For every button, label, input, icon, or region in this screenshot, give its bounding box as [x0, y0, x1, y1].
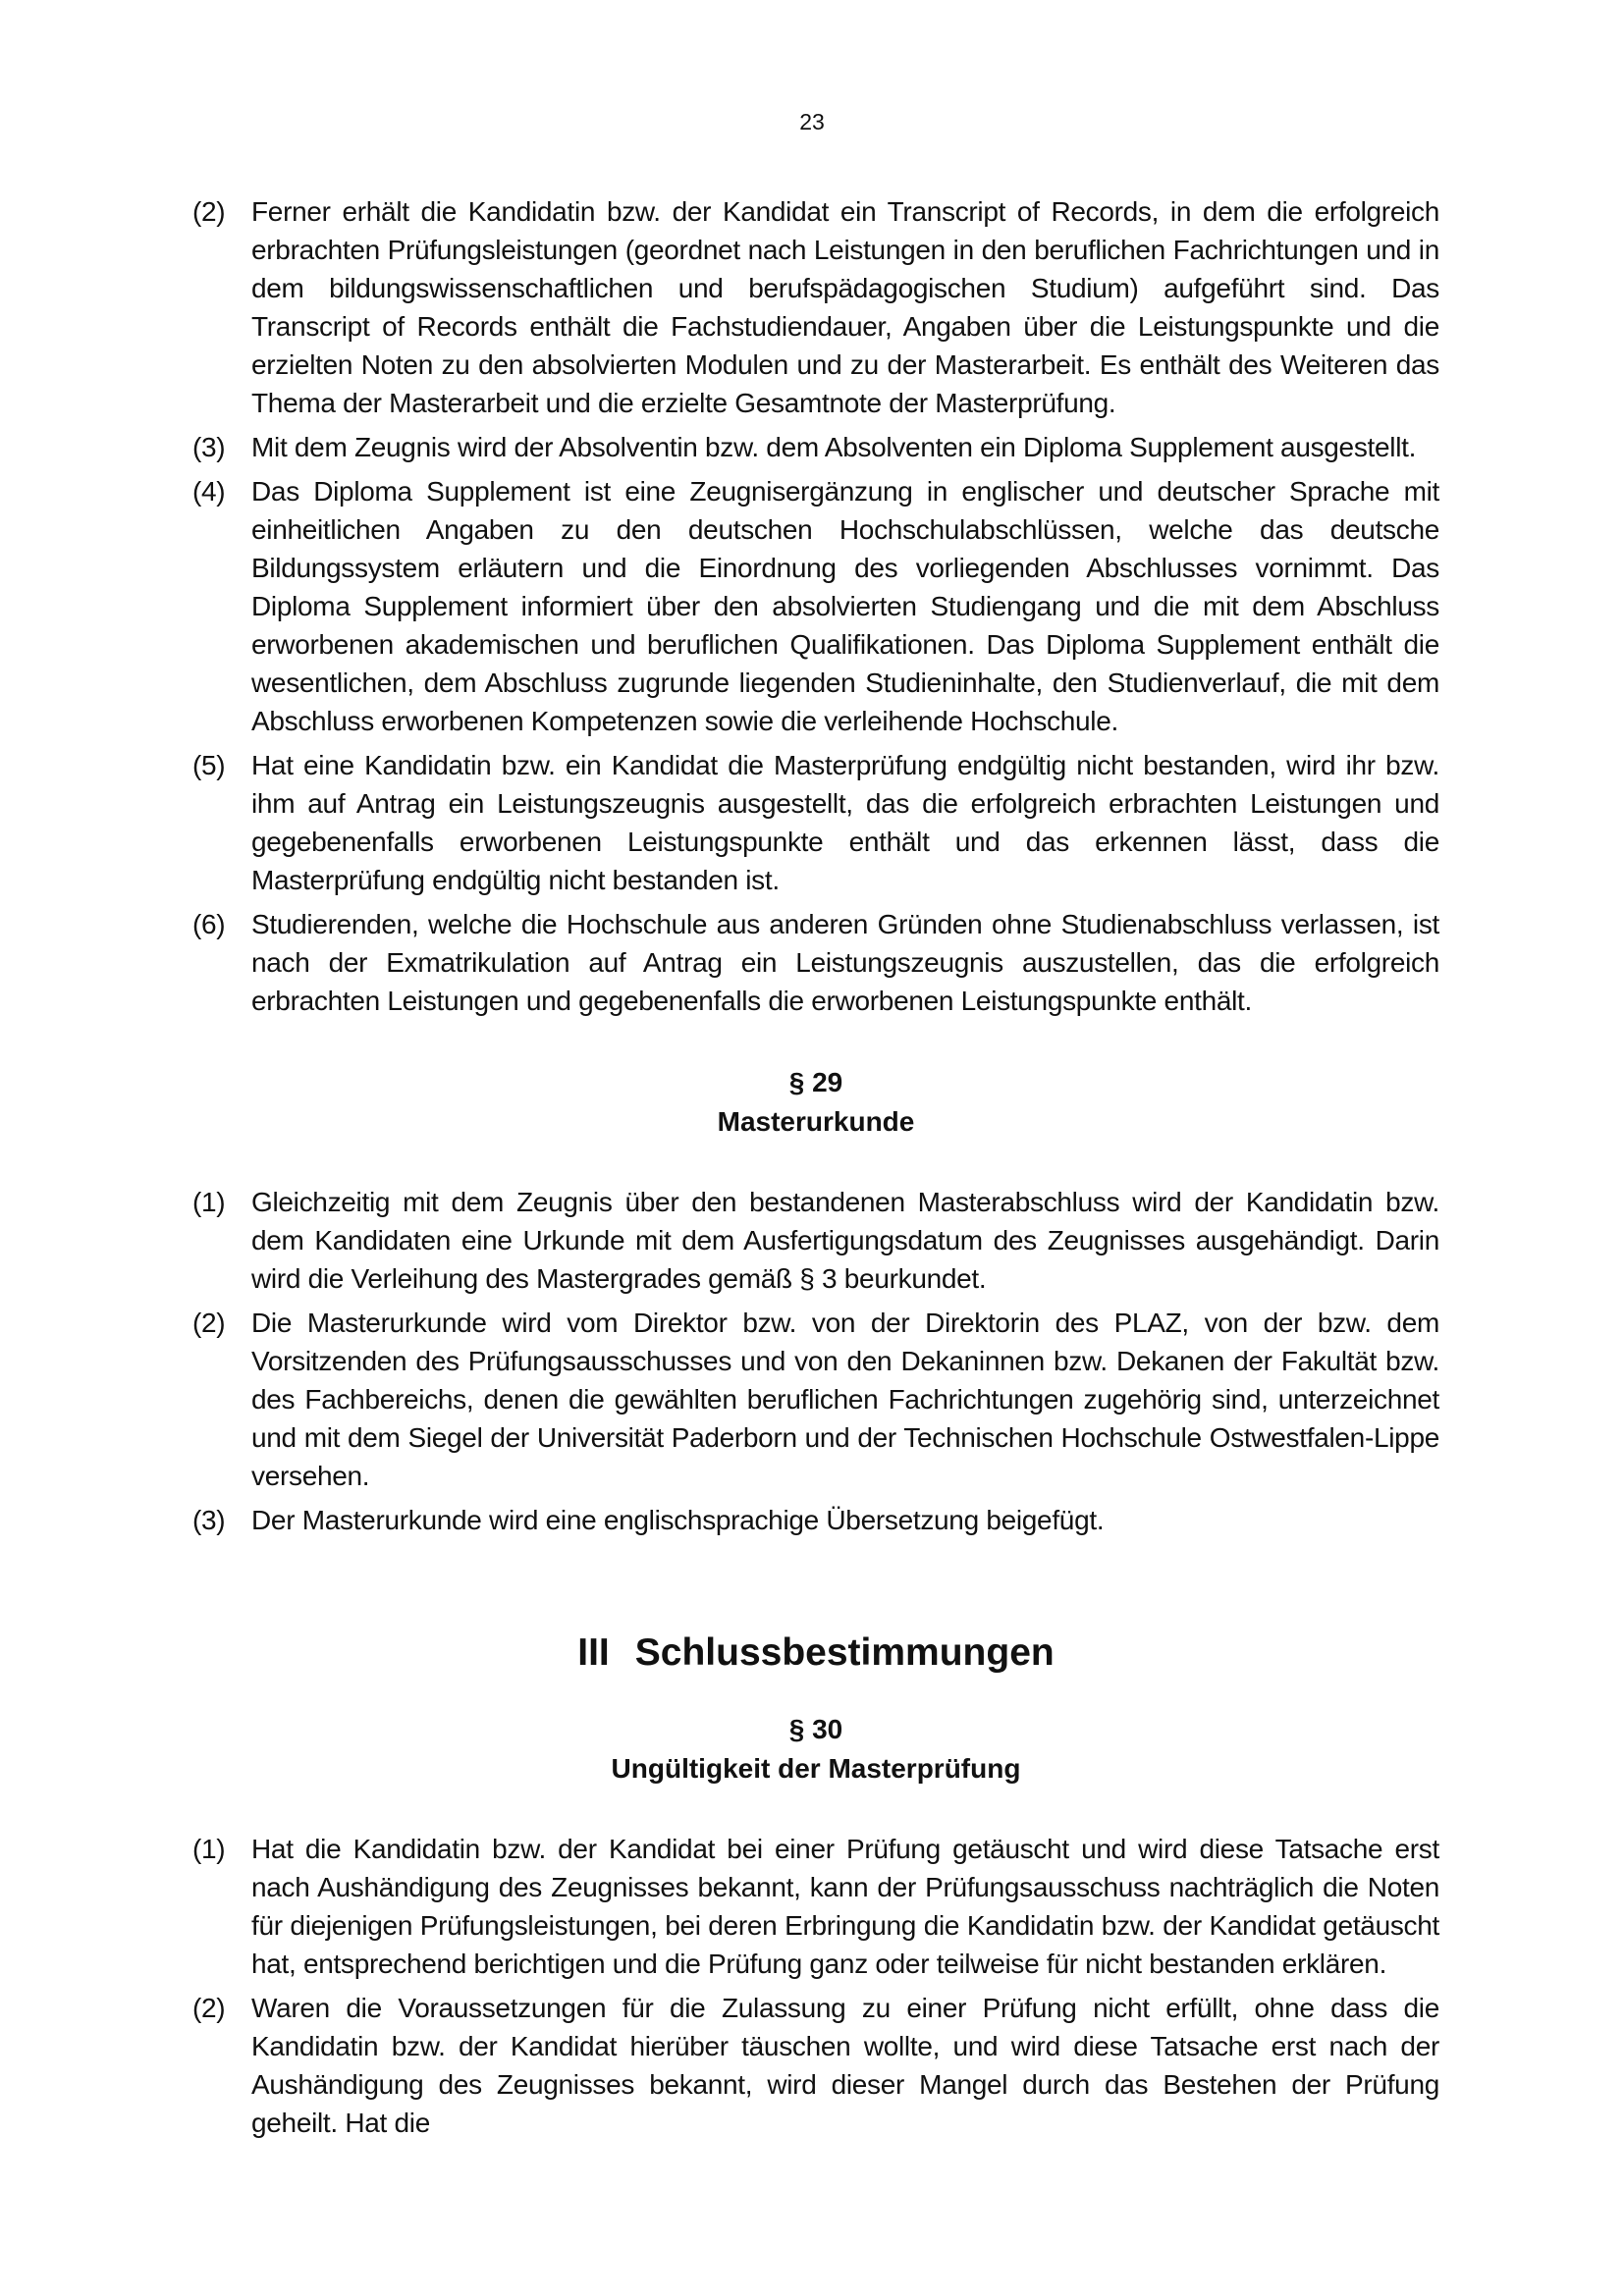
section-number: § 30 [788, 1714, 843, 1744]
paragraph-item [192, 428, 1439, 466]
paragraph-number: (5) [192, 750, 226, 780]
paragraph-item [192, 1989, 1439, 2142]
paragraph-number: (4) [192, 476, 226, 507]
page-number: 23 [799, 109, 825, 134]
paragraph-item [192, 472, 1439, 740]
paragraph-text: Das Diploma Supplement ist eine Zeugnisergänzung in englischer und deutscher Sprache mit einheitlichen Angaben zu den deutschen Hochschulabschlüssen, welche das deutsche Bildungssystem erläutern und die Einordnung des vorliegenden Abschlusses vornimmt. Das Diploma Supplement informiert über den absolvierten Studiengang und die mit dem Abschluss erworbenen akademischen und beruflichen Qualifikationen. Das Diploma Supplement enthält die wesentlichen, dem Abschluss zugrunde liegenden Studieninhalte, den Studienverlauf, die mit dem Abschluss erworbenen Kompetenzen sowie die verleihende Hochschule. [251, 476, 1439, 736]
paragraph-number: (1) [192, 1187, 226, 1217]
section-heading [192, 1063, 1439, 1142]
paragraph-number: (3) [192, 1505, 226, 1535]
paragraph-item [192, 1304, 1439, 1495]
paragraph-text: Waren die Voraussetzungen für die Zulassung zu einer Prüfung nicht erfüllt, ohne dass die Kandidatin bzw. der Kandidat hierüber täuschen wollte, und wird diese Tatsache erst nach der Aushändigung des Zeugnisses bekannt, wird dieser Mangel durch das Bestehen der Prüfung geheilt. Hat die [251, 1993, 1439, 2138]
page-content [192, 192, 1439, 2148]
paragraph-text: Mit dem Zeugnis wird der Absolventin bzw. dem Absolventen ein Diploma Supplement ausgestellt. [251, 432, 1417, 462]
paragraph-item [192, 192, 1439, 422]
paragraph-number: (1) [192, 1834, 226, 1864]
paragraph-item [192, 1183, 1439, 1298]
paragraph-number: (3) [192, 432, 226, 462]
paragraph-text: Studierenden, welche die Hochschule aus anderen Gründen ohne Studienabschluss verlassen, ist nach der Exmatrikulation auf Antrag ein Leistungszeugnis auszustellen, das die erfolgreich erbrachten Leistungen und gegebenenfalls die erworbenen Leistungspunkte enthält. [251, 909, 1439, 1016]
paragraph-item [192, 746, 1439, 899]
paragraph-number: (2) [192, 1993, 226, 2023]
paragraph-number: (6) [192, 909, 226, 939]
section-number: § 29 [788, 1067, 843, 1097]
paragraph-number: (2) [192, 196, 226, 227]
paragraph-text: Der Masterurkunde wird eine englischsprachige Übersetzung beigefügt. [251, 1505, 1105, 1535]
paragraph-text: Hat die Kandidatin bzw. der Kandidat bei einer Prüfung getäuscht und wird diese Tatsache erst nach Aushändigung des Zeugnisses bekannt, kann der Prüfungsausschuss nachträglich die Noten für diejenigen Prüfungsleistungen, bei deren Erbringung die Kandidatin bzw. der Kandidat getäuscht hat, entsprechend berichtigen und die Prüfung ganz oder teilweise für nicht bestanden erklären. [251, 1834, 1439, 1979]
chapter-title: Schlussbestimmungen [634, 1631, 1055, 1674]
chapter-number: III [577, 1631, 610, 1674]
paragraph-text: Ferner erhält die Kandidatin bzw. der Kandidat ein Transcript of Records, in dem die erfolgreich erbrachten Prüfungsleistungen (geordnet nach Leistungen in den beruflichen Fachrichtungen und in dem bildungswissenschaftlichen und berufspädagogischen Studium) aufgeführt sind. Das Transcript of Records enthält die Fachstudiendauer, Angaben über die Leistungspunkte und die erzielten Noten zu den absolvierten Modulen und zu der Masterarbeit. Es enthält des Weiteren das Thema der Masterarbeit und die erzielte Gesamtnote der Masterprüfung. [251, 196, 1439, 418]
paragraph-text: Hat eine Kandidatin bzw. ein Kandidat die Masterprüfung endgültig nicht bestanden, wird ihr bzw. ihm auf Antrag ein Leistungszeugnis ausgestellt, das die erfolgreich erbrachten Leistungen und gegebenenfalls erworbenen Leistungspunkte enthält und das erkennen lässt, dass die Masterprüfung endgültig nicht bestanden ist. [251, 750, 1439, 895]
section-heading [192, 1710, 1439, 1789]
paragraph-item [192, 1830, 1439, 1983]
chapter-heading [192, 1629, 1439, 1677]
section-title: Ungültigkeit der Masterprüfung [611, 1753, 1021, 1784]
paragraph-number: (2) [192, 1308, 226, 1338]
paragraph-item [192, 905, 1439, 1020]
paragraph-text: Die Masterurkunde wird vom Direktor bzw. von der Direktorin des PLAZ, von der bzw. dem Vorsitzenden des Prüfungsausschusses und von den Dekaninnen bzw. Dekanen der Fakultät bzw. des Fachbereichs, denen die gewählten beruflichen Fachrichtungen zugehörig sind, unterzeichnet und mit dem Siegel der Universität Paderborn und der Technischen Hochschule Ostwestfalen-Lippe versehen. [251, 1308, 1439, 1491]
section-title: Masterurkunde [717, 1106, 915, 1137]
paragraph-text: Gleichzeitig mit dem Zeugnis über den bestandenen Masterabschluss wird der Kandidatin bzw. dem Kandidaten eine Urkunde mit dem Ausfertigungsdatum des Zeugnisses ausgehändigt. Darin wird die Verleihung des Mastergrades gemäß § 3 beurkundet. [251, 1187, 1439, 1294]
paragraph-item [192, 1501, 1439, 1539]
